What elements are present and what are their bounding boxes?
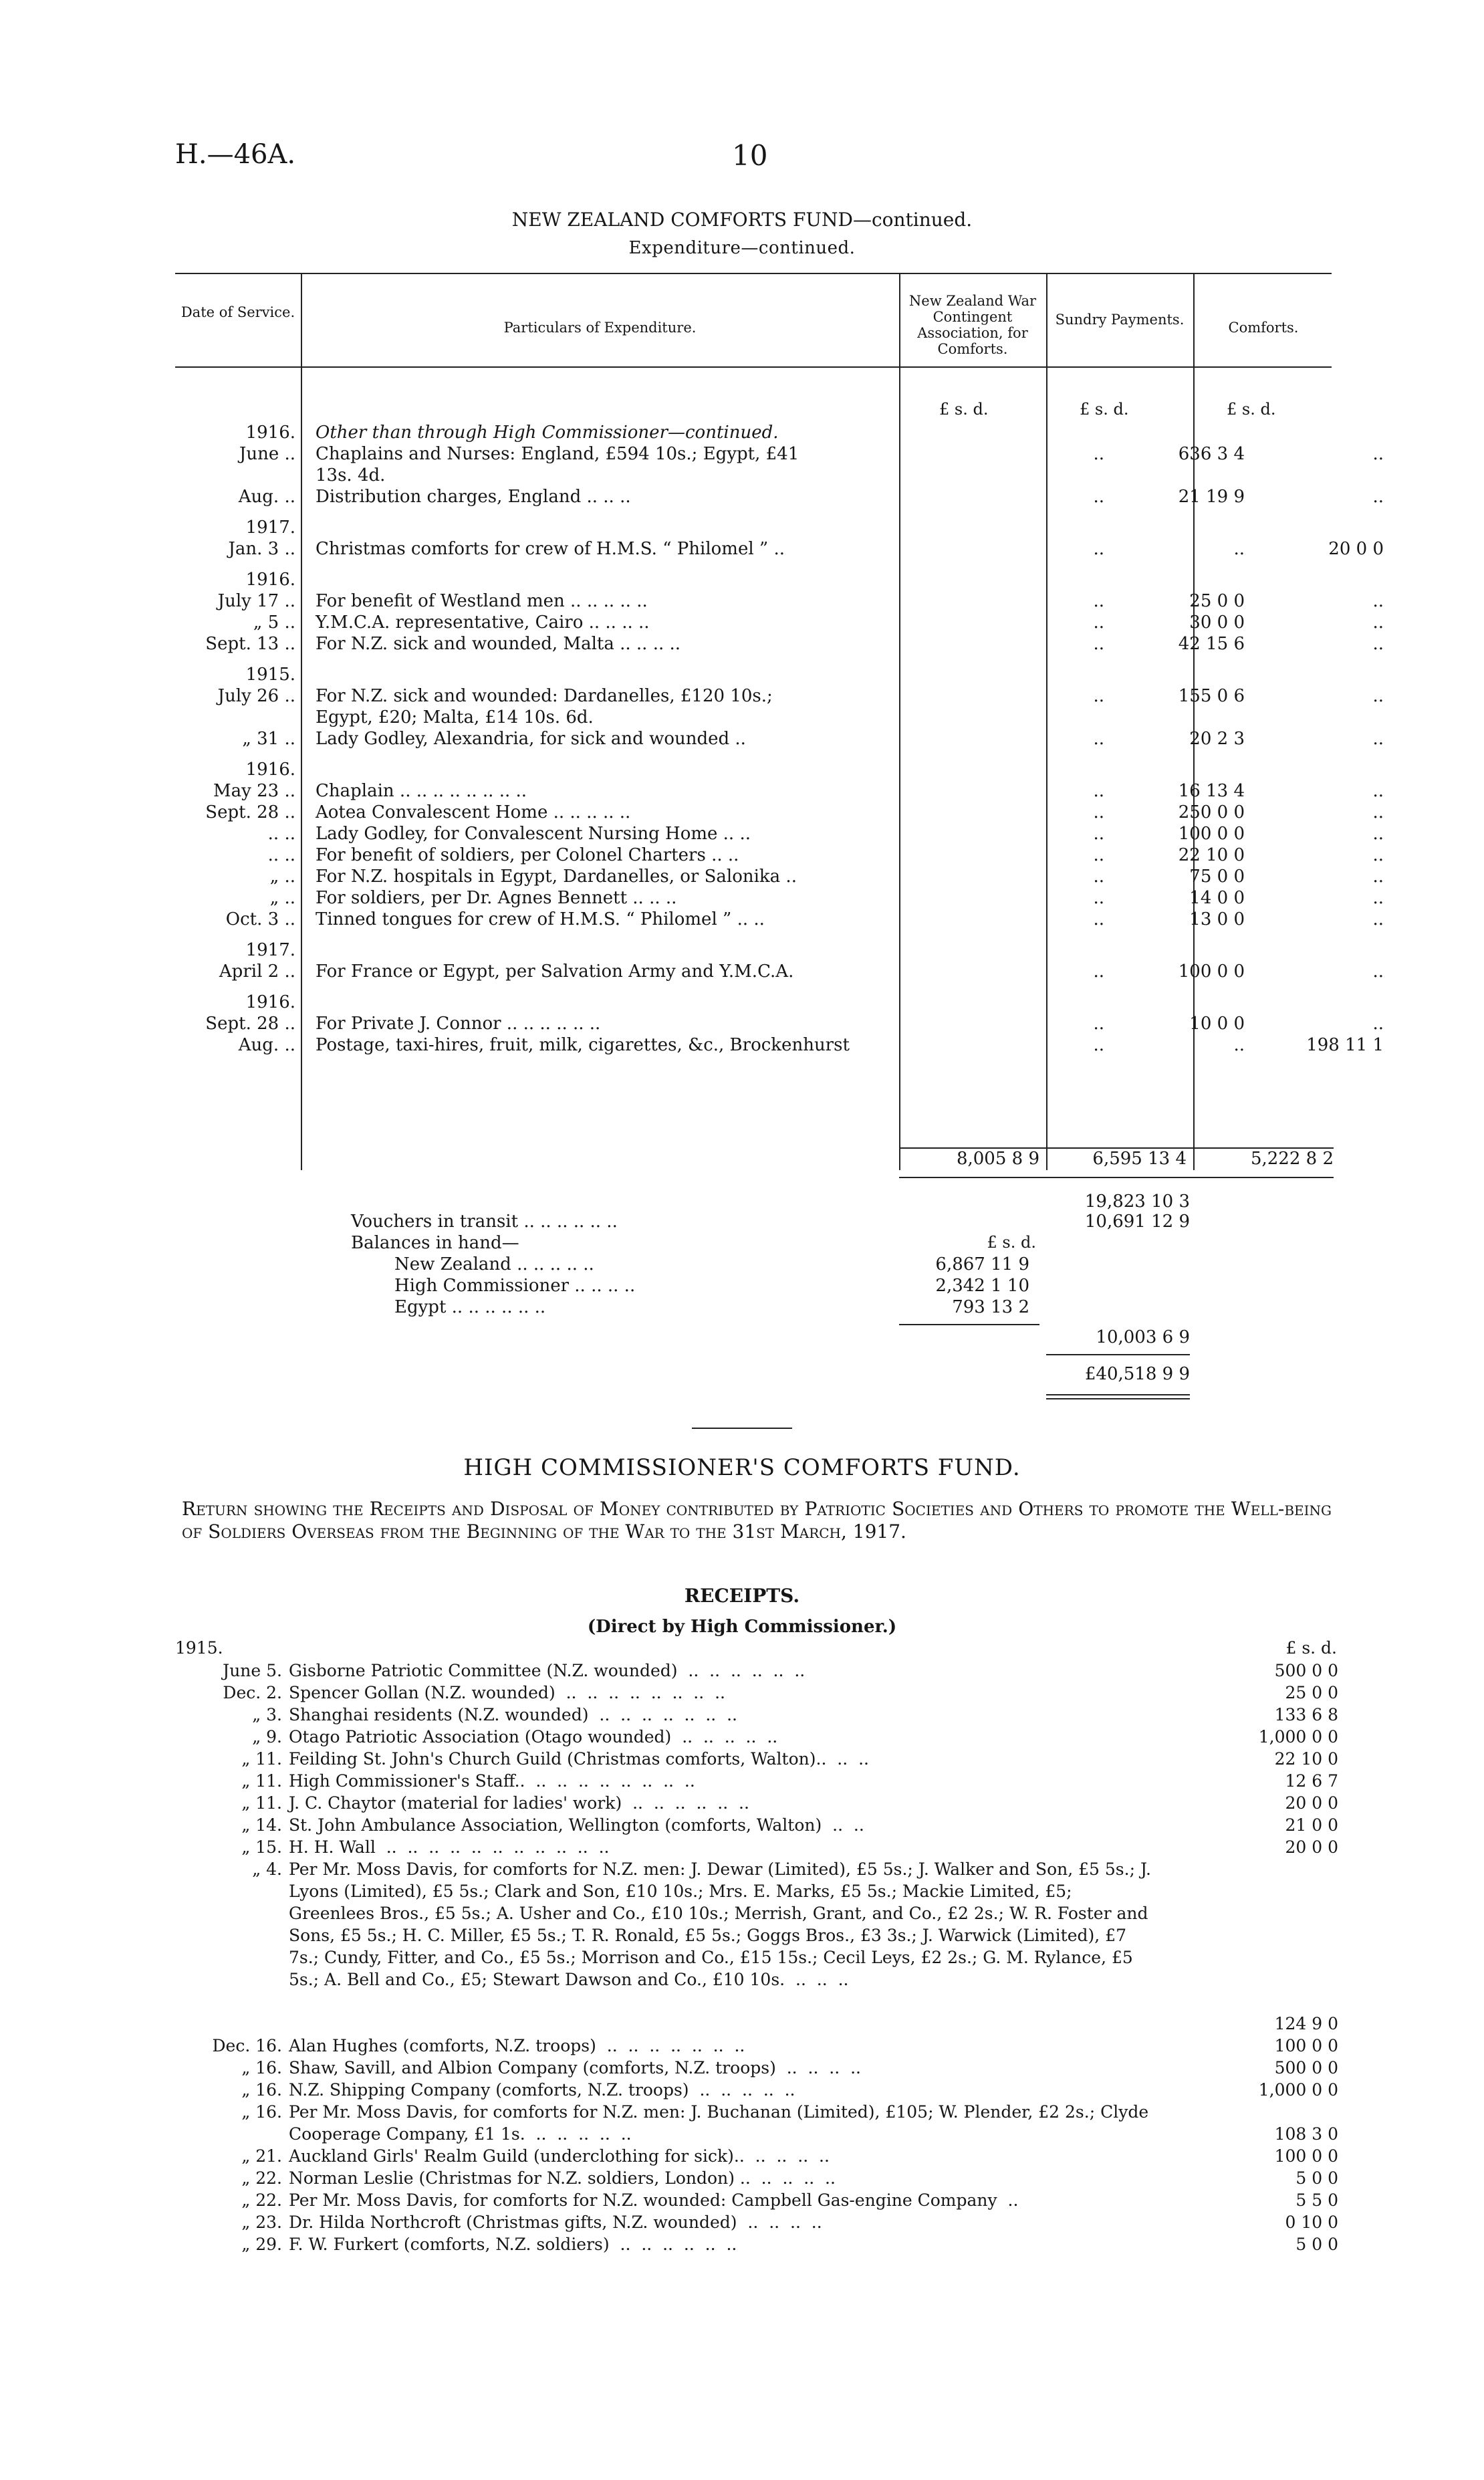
row-comforts-amount: .. [1372, 612, 1384, 633]
row-particulars: Egypt, £20; Malta, £14 10s. 6d. [316, 707, 594, 727]
table-row [175, 867, 1384, 889]
row-date: 1917. [245, 940, 295, 960]
receipt-amount: 22 10 0 [1274, 1749, 1338, 1769]
row-comforts-amount: .. [1372, 1014, 1384, 1034]
balances-total: 10,003 6 9 [1096, 1327, 1190, 1347]
receipt-description: Per Mr. Moss Davis, for comforts for N.Z. men: J. Dewar (Limited), £5 5s.; J. Walker and Son, £5 5s.; J. Lyons (Limited), £5 5s.; Clark and Son, £10 10s.; Mrs. E. Marks, £5 5s.; Mackie Limited, £5; Greenlees Bros., £5 5s.; A. Usher and Co., £10 10s.; Merrish, Grant, and Co., £2 2s.; W. R. Foster and Sons, £5 5s.; H. C. Miller, £5 5s.; T. R. Ronald, £5 5s.; Goggs Bros., £3 3s.; J. Warwick (Limited), £7 7s.; Cundy, Fitter, and Co., £5 5s.; Morrison and Co., £15 15s.; Cecil Leys, £2 2s.; G. M. Rylance, £5 5s.; A. Bell and Co., £5; Stewart Dawson and Co., £10 10s. .. .. .. [289, 1859, 1156, 1989]
row-sundry-amount: 20 2 3 [1189, 729, 1245, 749]
grand-total-double-rule [1046, 1394, 1190, 1399]
row-nz-amount: .. [1093, 909, 1104, 929]
receipt-row [175, 2167, 1338, 2189]
receipt-amount: 5 0 0 [1295, 2168, 1338, 2188]
table-row [175, 1035, 1384, 1058]
row-date: 1915. [245, 665, 295, 685]
receipt-row [175, 2211, 1338, 2233]
table-row [175, 962, 1384, 984]
receipt-amount: 500 0 0 [1274, 1661, 1338, 1680]
row-particulars: For soldiers, per Dr. Agnes Bennett .. .. .. [316, 888, 677, 908]
table-row [175, 612, 1384, 635]
receipt-amount: 1,000 0 0 [1258, 2080, 1338, 2100]
receipt-row [175, 1836, 1338, 1858]
receipt-row [175, 1858, 1338, 2035]
receipt-amount: 100 0 0 [1274, 2146, 1338, 2166]
receipt-row [175, 1770, 1338, 1792]
receipt-description: Spencer Gollan (N.Z. wounded) .. .. .. .. .. .. .. .. [289, 1683, 725, 1702]
receipt-row [175, 1792, 1338, 1814]
row-sundry-amount: 100 0 0 [1178, 962, 1245, 982]
header-comforts: Comforts. [1228, 320, 1299, 336]
row-nz-amount: .. [1093, 612, 1104, 633]
row-date: Sept. 13 .. [205, 634, 295, 654]
row-comforts-amount: .. [1372, 867, 1384, 887]
total-nz: 8,005 8 9 [956, 1149, 1039, 1169]
table-row [175, 487, 1384, 510]
totals-bracket-rule [899, 1177, 1334, 1178]
row-sundry-amount: .. [1233, 1035, 1245, 1055]
row-sundry-amount: 155 0 6 [1178, 686, 1245, 706]
total-comforts: 5,222 8 2 [1250, 1149, 1334, 1169]
table-row [175, 591, 1384, 614]
receipt-date: „ 16. [241, 2058, 282, 2077]
receipt-date: Dec. 16. [212, 2036, 282, 2055]
row-nz-amount: .. [1093, 962, 1104, 982]
table-header-rule [175, 366, 1332, 368]
receipt-amount: 1,000 0 0 [1258, 1727, 1338, 1746]
row-date: April 2 .. [219, 962, 295, 982]
row-particulars: 13s. 4d. [316, 465, 386, 485]
table-row [175, 1014, 1384, 1036]
balance-hc-value: 2,342 1 10 [935, 1276, 1029, 1296]
table-row [175, 824, 1384, 847]
receipt-date: „ 22. [241, 2190, 282, 2210]
row-comforts-amount: .. [1372, 634, 1384, 654]
row-nz-amount: .. [1093, 781, 1104, 801]
row-sundry-amount: 10 0 0 [1189, 1014, 1245, 1034]
row-comforts-amount: .. [1372, 444, 1384, 464]
row-nz-amount: .. [1093, 591, 1104, 611]
row-date: June .. [239, 444, 295, 464]
table-row [175, 992, 1332, 1015]
row-nz-amount: .. [1093, 802, 1104, 822]
receipt-description: Gisborne Patriotic Committee (N.Z. wounded) .. .. .. .. .. .. [289, 1661, 806, 1680]
row-comforts-amount: .. [1372, 591, 1384, 611]
receipt-amount: 20 0 0 [1285, 1793, 1338, 1813]
receipt-row [175, 2079, 1338, 2101]
table-row [175, 423, 1332, 445]
receipt-description: Alan Hughes (comforts, N.Z. troops) .. .. .. .. .. .. .. [289, 2036, 745, 2055]
fund-title: NEW ZEALAND COMFORTS FUND—continued. [511, 209, 973, 231]
receipt-date: „ 11. [241, 1749, 282, 1769]
row-date: May 23 .. [213, 781, 295, 801]
table-row [175, 465, 1332, 488]
row-comforts-amount: .. [1372, 487, 1384, 507]
receipt-row [175, 2057, 1338, 2079]
receipt-row [175, 1726, 1338, 1748]
row-date: 1916. [245, 992, 295, 1012]
row-particulars: For N.Z. sick and wounded, Malta .. .. .. .. [316, 634, 681, 654]
receipt-amount: 108 3 0 [1274, 2124, 1338, 2144]
row-date: Sept. 28 .. [205, 1014, 295, 1034]
receipt-description: F. W. Furkert (comforts, N.Z. soldiers) .. .. .. .. .. .. [289, 2235, 737, 2254]
grand-total-rule [1046, 1354, 1190, 1355]
row-particulars: For benefit of Westland men .. .. .. .. .. [316, 591, 648, 611]
section-separator [692, 1428, 792, 1429]
receipt-date: „ 9. [252, 1727, 282, 1746]
receipt-description: Auckland Girls' Realm Guild (underclothing for sick).. .. .. .. .. [289, 2146, 830, 2166]
row-comforts-amount: .. [1372, 686, 1384, 706]
return-description: Return showing the Receipts and Disposal of Money contributed by Patriotic Societies and Others to promote the Well-being of Soldiers Overseas from the Beginning of the War to the 31st March, 1917. [182, 1498, 1332, 1543]
row-nz-amount: .. [1093, 686, 1104, 706]
receipt-amount: 500 0 0 [1274, 2058, 1338, 2077]
receipt-row [175, 2189, 1338, 2211]
balance-nz-value: 6,867 11 9 [935, 1254, 1029, 1274]
receipt-row [175, 1814, 1338, 1836]
row-sundry-amount: 13 0 0 [1189, 909, 1245, 929]
balance-egypt-value: 793 13 2 [952, 1297, 1029, 1317]
receipt-amount: 133 6 8 [1274, 1705, 1338, 1724]
row-date: „ .. [269, 888, 295, 908]
row-sundry-amount: 42 15 6 [1178, 634, 1245, 654]
receipt-date: „ 22. [241, 2168, 282, 2188]
row-sundry-amount: 16 13 4 [1178, 781, 1245, 801]
receipt-date: „ 4. [252, 1859, 282, 1879]
receipt-date: „ 11. [241, 1771, 282, 1791]
row-sundry-amount: 25 0 0 [1189, 591, 1245, 611]
receipt-description: Per Mr. Moss Davis, for comforts for N.Z. men: J. Buchanan (Limited), £105; W. Plender, £2 2s.; Clyde Cooperage Company, £1 1s. .. .. .. .. .. [289, 2102, 1154, 2144]
receipt-row [175, 1704, 1338, 1726]
row-sundry-amount: 22 10 0 [1178, 845, 1245, 865]
row-comforts-amount: .. [1372, 802, 1384, 822]
row-particulars: Postage, taxi-hires, fruit, milk, cigarettes, &c., Brockenhurst [316, 1035, 850, 1055]
row-date: „ .. [269, 867, 295, 887]
vouchers-label: Vouchers in transit .. .. .. .. .. .. [351, 1212, 618, 1232]
row-sundry-amount: 30 0 0 [1189, 612, 1245, 633]
receipt-description: J. C. Chaytor (material for ladies' work) .. .. .. .. .. .. [289, 1793, 749, 1813]
row-nz-amount: .. [1093, 729, 1104, 749]
receipt-date: Dec. 2. [223, 1683, 282, 1702]
table-row [175, 665, 1332, 687]
row-particulars: Aotea Convalescent Home .. .. .. .. .. [316, 802, 631, 822]
balances-currency: £ s. d. [987, 1233, 1036, 1252]
table-top-rule [175, 273, 1332, 274]
row-date: Jan. 3 .. [228, 539, 295, 559]
receipt-date: „ 15. [241, 1837, 282, 1857]
row-nz-amount: .. [1093, 444, 1104, 464]
row-date: Aug. .. [238, 487, 295, 507]
receipt-date: June 5. [223, 1661, 282, 1680]
receipt-description: Norman Leslie (Christmas for N.Z. soldiers, London) .. .. .. .. .. [289, 2168, 836, 2188]
receipt-date: „ 21. [241, 2146, 282, 2166]
receipt-row [175, 2101, 1338, 2145]
vouchers-value: 10,691 12 9 [1084, 1212, 1190, 1232]
table-row [175, 888, 1384, 911]
receipt-description: High Commissioner's Staff.. .. .. .. .. .. .. .. .. [289, 1771, 695, 1791]
row-particulars: Other than through High Commissioner—continued. [316, 423, 779, 443]
row-particulars: Tinned tongues for crew of H.M.S. “ Philomel ” .. .. [316, 909, 765, 929]
table-row [175, 845, 1384, 868]
row-sundry-amount: 636 3 4 [1178, 444, 1245, 464]
row-nz-amount: .. [1093, 867, 1104, 887]
row-particulars: Lady Godley, Alexandria, for sick and wounded .. [316, 729, 746, 749]
table-row [175, 940, 1332, 963]
receipts-currency: £ s. d. [1285, 1638, 1337, 1658]
total-sundry: 6,595 13 4 [1092, 1149, 1187, 1169]
page-number: 10 [732, 139, 768, 172]
row-nz-amount: .. [1093, 1014, 1104, 1034]
table-row [175, 707, 1332, 730]
row-date: .. .. [267, 845, 295, 865]
receipt-description: Feilding St. John's Church Guild (Christmas comforts, Walton).. .. .. [289, 1749, 869, 1769]
row-particulars: Christmas comforts for crew of H.M.S. “ Philomel ” .. [316, 539, 785, 559]
row-particulars: Lady Godley, for Convalescent Nursing Home .. .. [316, 824, 751, 844]
row-nz-amount: .. [1093, 539, 1104, 559]
table-row [175, 686, 1384, 709]
receipt-date: „ 29. [241, 2235, 282, 2254]
receipt-description: Per Mr. Moss Davis, for comforts for N.Z. wounded: Campbell Gas-engine Company .. [289, 2190, 1019, 2210]
hc-fund-title: HIGH COMMISSIONER'S COMFORTS FUND. [463, 1454, 1021, 1481]
row-particulars: For N.Z. sick and wounded: Dardanelles, £120 10s.; [316, 686, 773, 706]
row-nz-amount: .. [1093, 845, 1104, 865]
balances-label: Balances in hand— [351, 1233, 519, 1253]
receipt-amount: 5 5 0 [1295, 2190, 1338, 2210]
currency-comforts: £ s. d. [1227, 400, 1276, 419]
row-comforts-amount: 20 0 0 [1328, 539, 1384, 559]
row-date: 1917. [245, 518, 295, 538]
row-sundry-amount: 100 0 0 [1178, 824, 1245, 844]
row-comforts-amount: .. [1372, 962, 1384, 982]
row-comforts-amount: .. [1372, 909, 1384, 929]
row-sundry-amount: 250 0 0 [1178, 802, 1245, 822]
page-reference: H.—46A. [175, 139, 296, 170]
receipt-description: H. H. Wall .. .. .. .. .. .. .. .. .. .. .. [289, 1837, 610, 1857]
receipt-row [175, 2035, 1338, 2057]
receipt-row [175, 2145, 1338, 2167]
table-row [175, 634, 1384, 657]
receipt-amount: 5 0 0 [1295, 2235, 1338, 2254]
row-nz-amount: .. [1093, 1035, 1104, 1055]
row-date: .. .. [267, 824, 295, 844]
receipt-date: „ 11. [241, 1793, 282, 1813]
receipt-row [175, 1660, 1338, 1682]
row-date: 1916. [245, 760, 295, 780]
receipt-description: Shaw, Savill, and Albion Company (comforts, N.Z. troops) .. .. .. .. [289, 2058, 861, 2077]
row-particulars: Y.M.C.A. representative, Cairo .. .. .. .. [316, 612, 650, 633]
row-sundry-amount: 75 0 0 [1189, 867, 1245, 887]
row-nz-amount: .. [1093, 824, 1104, 844]
table-row [175, 909, 1384, 932]
table-row [175, 802, 1384, 825]
header-sundry: Sundry Payments. [1055, 312, 1185, 328]
row-comforts-amount: 198 11 1 [1306, 1035, 1384, 1055]
currency-sundry: £ s. d. [1080, 400, 1129, 419]
receipt-date: „ 16. [241, 2080, 282, 2100]
table-row [175, 444, 1384, 467]
row-particulars: For benefit of soldiers, per Colonel Charters .. .. [316, 845, 739, 865]
row-comforts-amount: .. [1372, 888, 1384, 908]
receipt-row [175, 1748, 1338, 1770]
receipt-amount: 20 0 0 [1285, 1837, 1338, 1857]
grand-total: £40,518 9 9 [1084, 1364, 1190, 1384]
receipts-heading: RECEIPTS. [684, 1585, 800, 1607]
receipt-description: Otago Patriotic Association (Otago wounded) .. .. .. .. .. [289, 1727, 778, 1746]
row-particulars: For Private J. Connor .. .. .. .. .. .. [316, 1014, 601, 1034]
row-date: „ 31 .. [242, 729, 295, 749]
receipt-date: „ 16. [241, 2102, 282, 2122]
balance-hc-label: High Commissioner .. .. .. .. [394, 1276, 636, 1296]
row-nz-amount: .. [1093, 487, 1104, 507]
receipt-amount: 21 0 0 [1285, 1815, 1338, 1835]
receipt-row [175, 1682, 1338, 1704]
row-sundry-amount: 21 19 9 [1178, 487, 1245, 507]
row-comforts-amount: .. [1372, 781, 1384, 801]
receipt-amount: 124 9 0 [1274, 2014, 1338, 2033]
balance-egypt-label: Egypt .. .. .. .. .. .. [394, 1297, 546, 1317]
receipt-amount: 12 6 7 [1285, 1771, 1338, 1791]
table-row [175, 570, 1332, 592]
row-nz-amount: .. [1093, 634, 1104, 654]
table-row [175, 539, 1384, 562]
row-date: „ 5 .. [253, 612, 295, 633]
row-nz-amount: .. [1093, 888, 1104, 908]
row-sundry-amount: 14 0 0 [1189, 888, 1245, 908]
receipt-description: Dr. Hilda Northcroft (Christmas gifts, N.Z. wounded) .. .. .. .. [289, 2213, 822, 2232]
row-date: 1916. [245, 570, 295, 590]
row-particulars: For France or Egypt, per Salvation Army and Y.M.C.A. [316, 962, 794, 982]
row-date: 1916. [245, 423, 295, 443]
header-nz-association: New Zealand War Contingent Association, for Comforts. [908, 293, 1037, 357]
receipt-description: Shanghai residents (N.Z. wounded) .. .. .. .. .. .. .. [289, 1705, 737, 1724]
row-comforts-amount: .. [1372, 729, 1384, 749]
receipt-description: N.Z. Shipping Company (comforts, N.Z. troops) .. .. .. .. .. [289, 2080, 795, 2100]
receipt-amount: 0 10 0 [1285, 2213, 1338, 2232]
row-date: Oct. 3 .. [225, 909, 295, 929]
receipt-date: „ 14. [241, 1815, 282, 1835]
expenditure-subtitle: Expenditure—continued. [628, 238, 856, 258]
row-particulars: Chaplains and Nurses: England, £594 10s.; Egypt, £41 [316, 444, 799, 464]
receipt-amount: 25 0 0 [1285, 1683, 1338, 1702]
header-date: Date of Service. [180, 304, 295, 320]
receipt-amount: 100 0 0 [1274, 2036, 1338, 2055]
receipts-year: 1915. [175, 1638, 223, 1658]
row-particulars: Chaplain .. .. .. .. .. .. .. .. [316, 781, 527, 801]
grand-subtotal: 19,823 10 3 [1084, 1192, 1190, 1212]
balances-rule [899, 1324, 1039, 1325]
header-particulars: Particulars of Expenditure. [503, 320, 697, 336]
receipt-date: „ 3. [252, 1705, 282, 1724]
receipt-row [175, 2233, 1338, 2255]
receipts-subheading: (Direct by High Commissioner.) [587, 1617, 897, 1637]
row-comforts-amount: .. [1372, 824, 1384, 844]
currency-nz: £ s. d. [939, 400, 989, 419]
row-date: July 26 .. [217, 686, 295, 706]
row-particulars: Distribution charges, England .. .. .. [316, 487, 631, 507]
receipt-description: St. John Ambulance Association, Wellington (comforts, Walton) .. .. [289, 1815, 864, 1835]
table-row [175, 518, 1332, 540]
table-row [175, 760, 1332, 782]
row-sundry-amount: .. [1233, 539, 1245, 559]
table-row [175, 729, 1384, 752]
receipt-date: „ 23. [241, 2213, 282, 2232]
row-comforts-amount: .. [1372, 845, 1384, 865]
row-date: July 17 .. [217, 591, 295, 611]
row-date: Sept. 28 .. [205, 802, 295, 822]
row-particulars: For N.Z. hospitals in Egypt, Dardanelles, or Salonika .. [316, 867, 797, 887]
row-date: Aug. .. [238, 1035, 295, 1055]
table-row [175, 781, 1384, 804]
balance-nz-label: New Zealand .. .. .. .. .. [394, 1254, 594, 1274]
